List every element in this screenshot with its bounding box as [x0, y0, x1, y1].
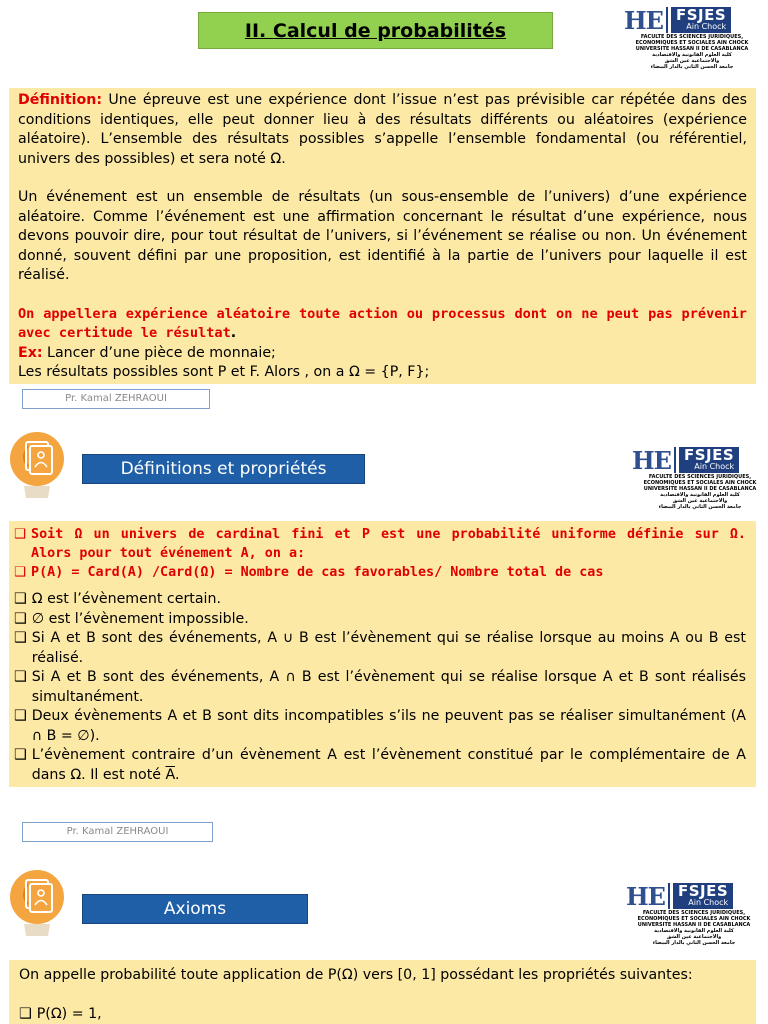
logo-line: كلية العلوم القانونية والاقتصادية — [660, 492, 740, 498]
university-mark-icon: HE — [626, 881, 665, 911]
logo-line: ÉCONOMIQUES ET SOCIALES AIN CHOCK — [637, 916, 751, 922]
list-item — [14, 629, 746, 668]
list-item — [19, 1005, 746, 1024]
logo-name: FSJES — [683, 446, 735, 464]
author-footer: Pr. Kamal ZEHRAOUI — [22, 389, 210, 409]
lightbulb-icon — [8, 428, 66, 500]
example-result: Les résultats possibles sont P et F. Alors , on a Ω = {P, F}; — [18, 364, 430, 380]
list-item — [14, 563, 746, 582]
example-label: Ex: — [18, 344, 43, 361]
logo-line: FACULTÉ DES SCIENCES JURIDIQUES, — [648, 474, 752, 480]
list-item — [14, 610, 746, 630]
red-statement: On appellera expérience aléatoire toute action ou processus dont on ne peut pas prévenir avec certitude le résultat — [18, 305, 747, 341]
logo-line: FACULTÉ DES SCIENCES JURIDIQUES, — [640, 34, 744, 40]
red-period: . — [230, 325, 237, 341]
page-title: II. Calcul de probabilités — [198, 12, 553, 49]
logo-line: كلية العلوم القانونية والاقتصادية — [654, 928, 734, 934]
property-item: Si A et B sont des événements, A ∪ B est l’évènement qui se réalise lorsque au moins A ou B est réalisé. — [31, 630, 746, 666]
list-item — [14, 525, 746, 563]
probability-formula: P(A) = Card(A) /Card(Ω) = Nombre de cas favorables/ Nombre total de cas — [31, 565, 604, 580]
section-title-definitions: Définitions et propriétés — [82, 454, 365, 484]
checkbox-icon: ❑ — [14, 565, 27, 580]
logo-line: جامعة الحسن الثاني بالدار البيضاء — [652, 940, 736, 946]
property-item — [32, 746, 746, 785]
definition-paragraph — [18, 91, 747, 169]
fsjes-logo — [632, 446, 768, 510]
property-item: Ω est l’évènement certain. — [31, 591, 221, 607]
logo-line: والاجتماعية عين الشق — [664, 58, 720, 64]
complement-symbol: $\overline{A}$ — [165, 766, 175, 783]
definition-text: Une épreuve est une expérience dont l’issue n’est pas prévisible car répétée dans des conditions identiques, elle peut donner lieu à des résultats différents ou aléatoires (expérience aléatoire). L’ensemble des résultats possibles s’appelle l’ensemble fondamental (ou référentiel, univers des possibles) et sera noté Ω. — [18, 92, 747, 167]
example-line — [18, 344, 747, 364]
logo-sub: Ain Chock — [686, 22, 727, 31]
event-paragraph: Un événement est un ensemble de résultats (un sous-ensemble de l’univers) d’une expérience aléatoire. Comme l’événement est une affirmation concernant le résultat d’une expérience, nous devons pouvoir dire, pour tout résultat de l’univers, si l’événement se réalise ou non. Un événement donné, souvent défini par une proposition, est identifié à la partie de l’univers pour laquelle il est réalisé. — [18, 189, 747, 283]
properties-panel — [9, 521, 756, 787]
checkbox-icon: ❑ — [14, 747, 27, 763]
logo-line: جامعة الحسن الثاني بالدار البيضاء — [658, 504, 742, 510]
definition-label: Définition: — [18, 92, 103, 108]
logo-line: UNIVERSITÉ HASSAN II DE CASABLANCA — [643, 486, 757, 492]
complement-text: L’évènement contraire d’un évènement A est l’évènement constitué par le complémentaire de A dans Ω. Il est noté — [31, 747, 746, 783]
checkbox-icon: ❑ — [14, 610, 27, 627]
logo-line: UNIVERSITÉ HASSAN II DE CASABLANCA — [637, 922, 751, 928]
logo-name: FSJES — [675, 6, 727, 24]
list-item — [14, 707, 746, 746]
axioms-intro: On appelle probabilité toute application de P(Ω) vers [0, 1] possédant les propriétés suivantes: — [19, 967, 693, 983]
university-mark-icon: HE — [624, 5, 663, 35]
complement-end: . — [174, 766, 180, 783]
axiom-item: P(Ω) = 1, — [36, 1005, 102, 1022]
definition-panel — [9, 88, 756, 384]
checkbox-icon: ❑ — [14, 591, 27, 607]
lightbulb-icon — [8, 866, 66, 938]
list-item — [14, 746, 746, 785]
axioms-panel — [9, 960, 756, 1024]
logo-line: FACULTÉ DES SCIENCES JURIDIQUES, — [642, 910, 746, 916]
fsjes-logo — [624, 6, 760, 70]
logo-line: UNIVERSITÉ HASSAN II DE CASABLANCA — [635, 46, 749, 52]
logo-sub: Ain Chock — [688, 898, 729, 907]
list-item — [14, 590, 746, 610]
checkbox-icon: ❑ — [14, 708, 27, 724]
section-title-axioms: Axioms — [82, 894, 308, 924]
logo-line: والاجتماعية عين الشق — [666, 934, 722, 940]
list-item — [14, 668, 746, 707]
checkbox-icon: ❑ — [14, 630, 27, 646]
checkbox-icon: ❑ — [19, 1005, 32, 1022]
logo-line: جامعة الحسن الثاني بالدار البيضاء — [650, 64, 734, 70]
university-mark-icon: HE — [632, 445, 671, 475]
property-item: ∅ est l’évènement impossible. — [31, 610, 249, 627]
logo-line: والاجتماعية عين الشق — [672, 498, 728, 504]
uniform-probability-statement: Soit Ω un univers de cardinal fini et P est une probabilité uniforme définie sur Ω. Alors pour tout événement A, on a: — [31, 527, 746, 561]
logo-line: كلية العلوم القانونية والاقتصادية — [652, 52, 732, 58]
random-experiment-statement — [18, 305, 747, 344]
property-item: Si A et B sont des événements, A ∩ B est l’évènement qui se réalise lorsque A et B sont réalisés simultanément. — [31, 669, 746, 705]
logo-sub: Ain Chock — [694, 462, 735, 471]
logo-line: ÉCONOMIQUES ET SOCIALES AIN CHOCK — [635, 40, 749, 46]
logo-name: FSJES — [677, 882, 729, 900]
author-footer: Pr. Kamal ZEHRAOUI — [22, 822, 213, 842]
property-item: Deux évènements A et B sont dits incompatibles s’ils ne peuvent pas se réaliser simultanément (A ∩ B = ∅). — [31, 708, 746, 744]
fsjes-logo — [626, 882, 762, 946]
checkbox-icon: ❑ — [14, 527, 27, 542]
logo-line: ÉCONOMIQUES ET SOCIALES AIN CHOCK — [643, 480, 757, 486]
checkbox-icon: ❑ — [14, 669, 27, 685]
example-text: Lancer d’une pièce de monnaie; — [42, 344, 276, 361]
